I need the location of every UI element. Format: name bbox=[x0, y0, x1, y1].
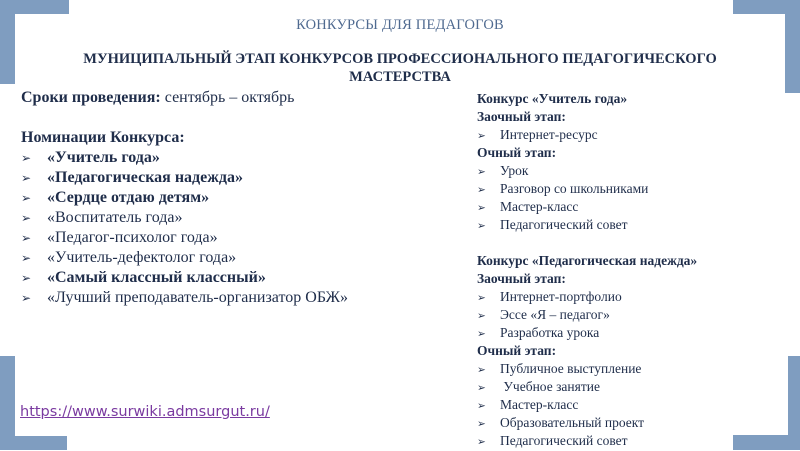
arrow-bullet-icon: ➢ bbox=[21, 251, 32, 265]
nomination-item bbox=[21, 248, 441, 268]
dates-label: Сроки проведения: bbox=[21, 89, 161, 106]
arrow-bullet-icon: ➢ bbox=[477, 382, 486, 394]
arrow-bullet-icon: ➢ bbox=[21, 291, 32, 305]
stage-item-label: Интернет-портфолио bbox=[500, 289, 622, 304]
arrow-bullet-icon: ➢ bbox=[477, 436, 486, 448]
stage-item bbox=[477, 306, 777, 324]
arrow-bullet-icon: ➢ bbox=[477, 328, 486, 340]
arrow-bullet-icon: ➢ bbox=[21, 171, 32, 185]
contest-title: Конкурс «Педагогическая надежда» bbox=[477, 253, 698, 268]
arrow-bullet-icon: ➢ bbox=[477, 202, 486, 214]
stage-item bbox=[477, 126, 777, 144]
dates-value: сентябрь – октябрь bbox=[160, 89, 295, 106]
stage-item bbox=[477, 324, 777, 342]
dates-line bbox=[21, 88, 441, 108]
arrow-bullet-icon: ➢ bbox=[477, 220, 486, 232]
stage-item-label: Мастер-класс bbox=[500, 397, 579, 412]
nomination-label: «Самый классный классный» bbox=[47, 269, 266, 286]
stage-item-label: Эссе «Я – педагог» bbox=[500, 307, 610, 322]
stage-label-distance: Заочный этап: bbox=[477, 271, 566, 286]
nomination-item bbox=[21, 228, 441, 248]
nomination-item bbox=[21, 148, 441, 168]
arrow-bullet-icon: ➢ bbox=[477, 292, 486, 304]
nomination-item bbox=[21, 288, 441, 308]
nomination-label: «Педагогическая надежда» bbox=[47, 169, 243, 186]
nomination-label: «Педагог-психолог года» bbox=[47, 229, 218, 246]
stage-label-inperson: Очный этап: bbox=[477, 343, 557, 358]
nomination-label: «Учитель-дефектолог года» bbox=[47, 249, 237, 266]
arrow-bullet-icon: ➢ bbox=[21, 151, 32, 165]
corner-decoration-top-right bbox=[785, 0, 800, 93]
contest-title: Конкурс «Учитель года» bbox=[477, 91, 628, 106]
stage-item-label: Урок bbox=[500, 163, 529, 178]
stage-item bbox=[477, 162, 777, 180]
stage-item bbox=[477, 198, 777, 216]
stage-item-label: Разговор со школьниками bbox=[500, 181, 649, 196]
stage-item bbox=[477, 180, 777, 198]
nomination-label: «Воспитатель года» bbox=[47, 209, 183, 226]
arrow-bullet-icon: ➢ bbox=[477, 400, 486, 412]
stage-item bbox=[477, 396, 777, 414]
nomination-label: «Учитель года» bbox=[47, 149, 160, 166]
stage-label-inperson: Очный этап: bbox=[477, 145, 557, 160]
stage-item-label: Учебное занятие bbox=[500, 379, 600, 394]
stage-item-label: Публичное выступление bbox=[500, 361, 642, 376]
nomination-label: «Сердце отдаю детям» bbox=[47, 189, 210, 206]
stage-item-label: Педагогический совет bbox=[500, 433, 628, 448]
slide-super-title: КОНКУРСЫ ДЛЯ ПЕДАГОГОВ bbox=[296, 17, 504, 33]
nomination-item bbox=[21, 168, 441, 188]
nomination-label: «Лучший преподаватель-организатор ОБЖ» bbox=[47, 289, 348, 306]
nomination-item bbox=[21, 188, 441, 208]
stage-item bbox=[477, 216, 777, 234]
left-column bbox=[21, 88, 441, 308]
corner-decoration-top-left bbox=[0, 0, 15, 84]
stage-item-label: Разработка урока bbox=[500, 325, 600, 340]
stage-item bbox=[477, 378, 777, 396]
stage-item-label: Педагогический совет bbox=[500, 217, 628, 232]
slide-main-title: МУНИЦИПАЛЬНЫЙ ЭТАП КОНКУРСОВ ПРОФЕССИОНАЛЬНОГО ПЕДАГОГИЧЕСКОГО МАСТЕРСТВА bbox=[83, 51, 717, 85]
arrow-bullet-icon: ➢ bbox=[21, 211, 32, 225]
nomination-item bbox=[21, 268, 441, 288]
arrow-bullet-icon: ➢ bbox=[477, 166, 486, 178]
corner-decoration-bottom-left bbox=[0, 356, 15, 450]
arrow-bullet-icon: ➢ bbox=[477, 310, 486, 322]
right-column bbox=[477, 90, 777, 450]
corner-decoration-bottom-right bbox=[788, 356, 800, 450]
stage-item bbox=[477, 414, 777, 432]
stage-item-label: Интернет-ресурс bbox=[500, 127, 598, 142]
nomination-item bbox=[21, 208, 441, 228]
arrow-bullet-icon: ➢ bbox=[21, 191, 32, 205]
arrow-bullet-icon: ➢ bbox=[21, 231, 32, 245]
stage-item-label: Образовательный проект bbox=[500, 415, 645, 430]
arrow-bullet-icon: ➢ bbox=[477, 184, 486, 196]
nominations-heading: Номинации Конкурса: bbox=[21, 129, 185, 146]
stage-item-label: Мастер-класс bbox=[500, 199, 579, 214]
arrow-bullet-icon: ➢ bbox=[477, 418, 486, 430]
stage-item bbox=[477, 360, 777, 378]
stage-label-distance: Заочный этап: bbox=[477, 109, 566, 124]
arrow-bullet-icon: ➢ bbox=[21, 271, 32, 285]
arrow-bullet-icon: ➢ bbox=[477, 130, 486, 142]
website-link[interactable]: https://www.surwiki.admsurgut.ru/ bbox=[20, 404, 270, 420]
stage-item bbox=[477, 432, 777, 450]
arrow-bullet-icon: ➢ bbox=[477, 364, 486, 376]
stage-item bbox=[477, 288, 777, 306]
